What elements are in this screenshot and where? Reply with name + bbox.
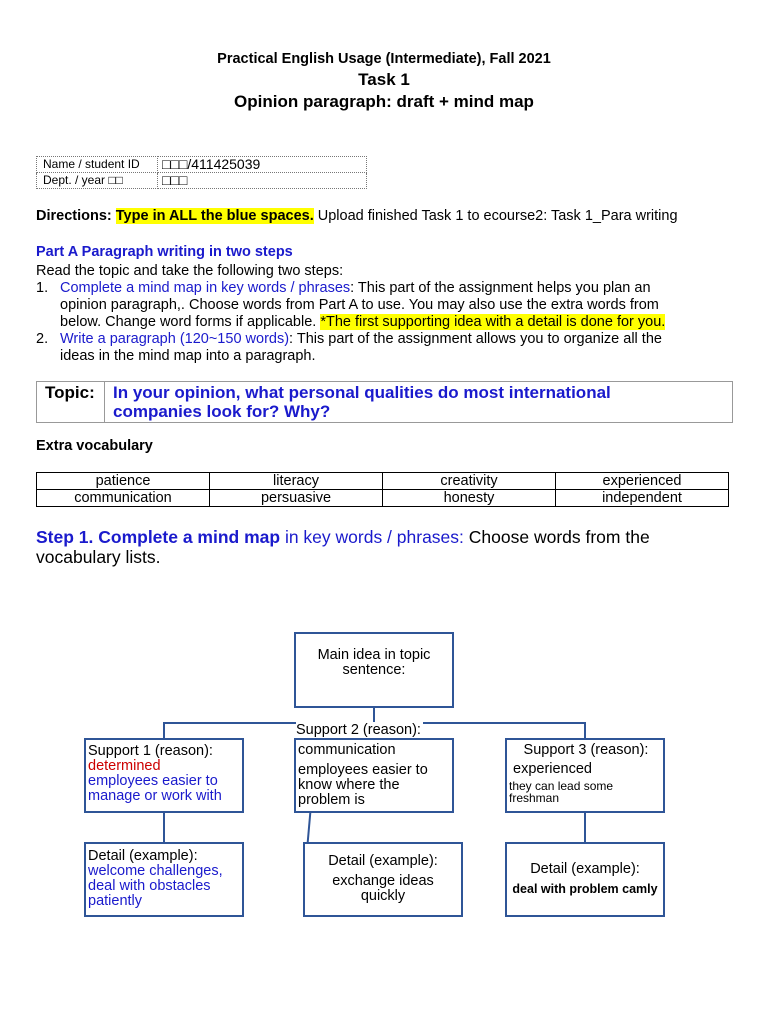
vocab-cell: literacy bbox=[210, 473, 383, 490]
vocab-cell: creativity bbox=[383, 473, 556, 490]
item-1-line1 bbox=[60, 280, 651, 297]
item-2-line1 bbox=[60, 331, 662, 348]
support-1-label: Support 1 (reason): bbox=[88, 743, 213, 759]
part-a-intro: Read the topic and take the following two steps: bbox=[36, 263, 344, 279]
item-1-link: Complete a mind map in key words / phrases bbox=[60, 280, 351, 296]
connector-detail-2 bbox=[307, 812, 312, 843]
support-2-label: Support 2 (reason): bbox=[296, 722, 421, 738]
item-1-number: 1. bbox=[36, 280, 49, 296]
detail-1-line-3: patiently bbox=[88, 893, 143, 909]
topic-text bbox=[113, 383, 713, 421]
item-1-highlight: *The first supporting idea with a detail is done for you. bbox=[320, 314, 666, 330]
step-1-heading bbox=[36, 527, 736, 567]
table-row bbox=[37, 173, 367, 189]
support-3-word: experienced bbox=[513, 761, 592, 777]
table-row bbox=[37, 157, 367, 173]
topic-line-2: companies look for? Why? bbox=[113, 402, 331, 421]
connector-detail-3 bbox=[584, 812, 586, 843]
detail-2-line-2: quickly bbox=[360, 888, 406, 904]
step-1-line-2: vocabulary lists. bbox=[36, 547, 161, 567]
detail-3-line-1: deal with problem camly bbox=[512, 882, 658, 896]
support-3-box[interactable] bbox=[505, 738, 665, 813]
item-1-line3 bbox=[60, 314, 665, 331]
vocab-cell: patience bbox=[37, 473, 210, 490]
item-2-number: 2. bbox=[36, 331, 49, 347]
detail-2-box[interactable] bbox=[303, 842, 463, 917]
support-3-label: Support 3 (reason): bbox=[523, 742, 649, 758]
table-row bbox=[37, 490, 729, 507]
support-2-line-2: know where the bbox=[298, 777, 400, 793]
topic-line-1: In your opinion, what personal qualities do most international bbox=[113, 383, 611, 402]
detail-2-line-1: exchange ideas bbox=[332, 873, 434, 889]
support-3-line-1: they can lead some bbox=[509, 779, 614, 793]
item-2-text: : This part of the assignment allows you to organize all the bbox=[289, 331, 662, 347]
dept-field[interactable]: □□□ bbox=[158, 173, 367, 189]
detail-3-label: Detail (example): bbox=[530, 861, 640, 877]
directions bbox=[36, 208, 678, 224]
support-2-word: communication bbox=[298, 742, 396, 758]
extra-vocab-title: Extra vocabulary bbox=[36, 438, 153, 454]
vocab-table bbox=[36, 472, 729, 507]
connector-detail-1 bbox=[163, 812, 165, 843]
step-1-blue: in key words / phrases: bbox=[280, 527, 464, 547]
detail-1-box[interactable] bbox=[84, 842, 244, 917]
directions-text: Upload finished Task 1 to ecourse2: Task 1_Para writing bbox=[313, 208, 678, 224]
item-2-link: Write a paragraph (120~150 words) bbox=[60, 331, 290, 347]
topic-box bbox=[36, 381, 733, 423]
vocab-cell: independent bbox=[556, 490, 729, 507]
directions-label: Directions: bbox=[36, 208, 112, 224]
support-1-word: determined bbox=[88, 758, 161, 774]
name-field[interactable]: □□□/411425039 bbox=[158, 157, 367, 173]
connector-support-1 bbox=[163, 722, 165, 738]
topic-label: Topic: bbox=[37, 382, 105, 422]
support-3-line-2: freshman bbox=[509, 791, 560, 805]
item-2-line2: ideas in the mind map into a paragraph. bbox=[60, 348, 316, 364]
task-title: Task 1 bbox=[358, 70, 410, 89]
vocab-cell: persuasive bbox=[210, 490, 383, 507]
main-idea-line-2: sentence: bbox=[342, 662, 406, 678]
page-title: Opinion paragraph: draft + mind map bbox=[234, 92, 534, 111]
part-a-title: Part A Paragraph writing in two steps bbox=[36, 244, 293, 260]
main-idea-line-1: Main idea in topic bbox=[317, 647, 431, 663]
detail-1-line-2: deal with obstacles bbox=[88, 878, 211, 894]
item-1-text-3: below. Change word forms if applicable. bbox=[60, 314, 321, 330]
main-idea-box[interactable] bbox=[294, 632, 454, 708]
table-row bbox=[37, 473, 729, 490]
connector-main bbox=[373, 707, 375, 723]
detail-2-label: Detail (example): bbox=[328, 853, 438, 869]
step-1-rest: Choose words from the bbox=[463, 527, 650, 547]
vocab-cell: communication bbox=[37, 490, 210, 507]
directions-highlight: Type in ALL the blue spaces. bbox=[115, 208, 314, 224]
name-label: Name / student ID bbox=[37, 157, 158, 173]
support-2-line-3: problem is bbox=[298, 792, 365, 808]
step-1-line-1 bbox=[36, 527, 736, 547]
item-1-text: : This part of the assignment helps you plan an bbox=[350, 280, 651, 296]
vocab-cell: experienced bbox=[556, 473, 729, 490]
support-1-line-2: manage or work with bbox=[88, 788, 222, 804]
support-2-box[interactable] bbox=[294, 738, 454, 813]
detail-3-box[interactable] bbox=[505, 842, 665, 917]
item-1-line2: opinion paragraph,. Choose words from Part A to use. You may also use the extra words from bbox=[60, 297, 659, 313]
course-title: Practical English Usage (Intermediate), Fall 2021 bbox=[217, 51, 551, 67]
support-1-box[interactable] bbox=[84, 738, 244, 813]
support-1-line-1: employees easier to bbox=[88, 773, 218, 789]
step-1-bold: Step 1. Complete a mind map bbox=[36, 527, 281, 547]
connector-support-3 bbox=[584, 722, 586, 738]
detail-1-line-1: welcome challenges, bbox=[88, 863, 223, 879]
support-2-line-1: employees easier to bbox=[298, 762, 428, 778]
detail-1-label: Detail (example): bbox=[88, 848, 198, 864]
dept-label: Dept. / year □□ bbox=[37, 173, 158, 189]
student-info-table bbox=[36, 156, 367, 189]
vocab-cell: honesty bbox=[383, 490, 556, 507]
